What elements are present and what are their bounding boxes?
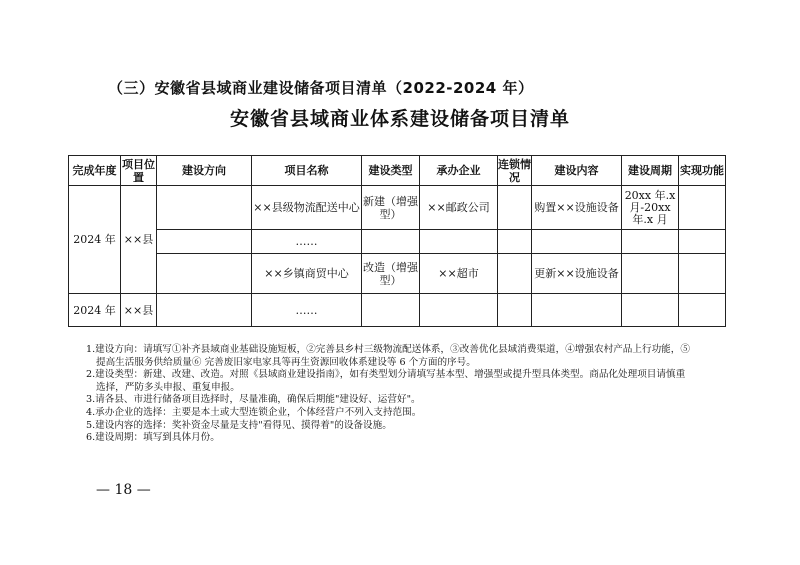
company-cell	[420, 294, 498, 327]
function-cell	[679, 254, 726, 294]
note-line: 2.建设类型：新建、改建、改造。对照《县域商业建设指南》，如有类型划分请填写基本型、增强型或提升型具体类型。商品化处理项目请慎重	[86, 369, 686, 381]
header-location: 项目位置	[122, 157, 155, 184]
function-cell	[679, 230, 726, 254]
company-cell: ××超市	[420, 254, 498, 294]
header-project-name: 项目名称	[252, 156, 362, 186]
page-number: — 18 —	[96, 482, 151, 498]
function-cell	[679, 186, 726, 230]
project-name-cell: ……	[252, 230, 362, 254]
project-table	[68, 155, 726, 327]
header-chain: 连锁情况	[498, 157, 531, 184]
year-cell: 2024 年	[69, 186, 121, 294]
direction-cell	[157, 294, 252, 327]
location-cell: ××县	[121, 186, 157, 294]
project-name-cell: ××县级物流配送中心	[252, 186, 362, 230]
company-cell: ××邮政公司	[420, 186, 498, 230]
content-cell: 更新××设施设备	[532, 254, 622, 294]
chain-cell	[498, 294, 532, 327]
company-cell	[420, 230, 498, 254]
notes	[86, 344, 726, 445]
table-header-row	[69, 156, 726, 186]
header-company: 承办企业	[420, 156, 498, 186]
note-line: 选择，严防多头申报、重复申报。	[96, 381, 240, 393]
chain-cell	[498, 254, 532, 294]
table-row	[69, 186, 726, 230]
content-cell	[532, 294, 622, 327]
table-row	[69, 294, 726, 327]
direction-cell	[157, 254, 252, 294]
period-cell	[622, 254, 679, 294]
direction-cell	[157, 230, 252, 254]
header-year: 完成年度	[69, 156, 121, 186]
document-title: 安徽省县域商业体系建设储备项目清单	[229, 108, 570, 130]
type-cell: 改造（增强型）	[362, 254, 420, 294]
header-direction: 建设方向	[157, 156, 252, 186]
location-cell: ××县	[121, 294, 157, 327]
function-cell	[679, 294, 726, 327]
period-cell: 20xx 年.x 月-20xx 年.x 月	[622, 186, 679, 230]
header-period: 建设周期	[622, 156, 679, 186]
header-content: 建设内容	[532, 156, 622, 186]
type-cell	[362, 294, 420, 327]
chain-cell	[498, 230, 532, 254]
content-cell: 购置××设施设备	[532, 186, 622, 230]
year-cell: 2024 年	[69, 294, 121, 327]
note-line: 5.建设内容的选择：奖补资金尽量是支持"看得见、摸得着"的设备设施。	[86, 419, 392, 431]
period-cell	[622, 294, 679, 327]
period-cell	[622, 230, 679, 254]
project-name-cell: ××乡镇商贸中心	[252, 254, 362, 294]
header-type: 建设类型	[362, 156, 420, 186]
chain-cell	[498, 186, 532, 230]
table-row	[69, 254, 726, 294]
content-cell	[532, 230, 622, 254]
header-function: 实现功能	[679, 156, 726, 186]
type-cell	[362, 230, 420, 254]
section-heading: （三）安徽省县域商业建设储备项目清单（2022-2024 年）	[108, 79, 534, 97]
note-line: 4.承办企业的选择：主要是本土或大型连锁企业，个体经营户不列入支持范围。	[86, 406, 422, 418]
note-line: 3.请各县、市进行储备项目选择时，尽量准确，确保后期能"建设好、运营好"。	[86, 394, 421, 406]
note-line: 6.建设周期：填写到具体月份。	[86, 432, 220, 444]
note-line: 提高生活服务供给质量⑥ 完善废旧家电家具等再生资源回收体系建设等 6 个方面的序号。	[96, 356, 476, 368]
direction-cell	[157, 186, 252, 230]
project-name-cell: ……	[252, 294, 362, 327]
table-row	[69, 230, 726, 254]
note-line: 1.建设方向：请填写①补齐县域商业基础设施短板，②完善县乡村三级物流配送体系，③改善优化县域消费渠道，④增强农村产品上行功能，⑤	[86, 344, 690, 355]
type-cell: 新建（增强型）	[362, 186, 420, 230]
